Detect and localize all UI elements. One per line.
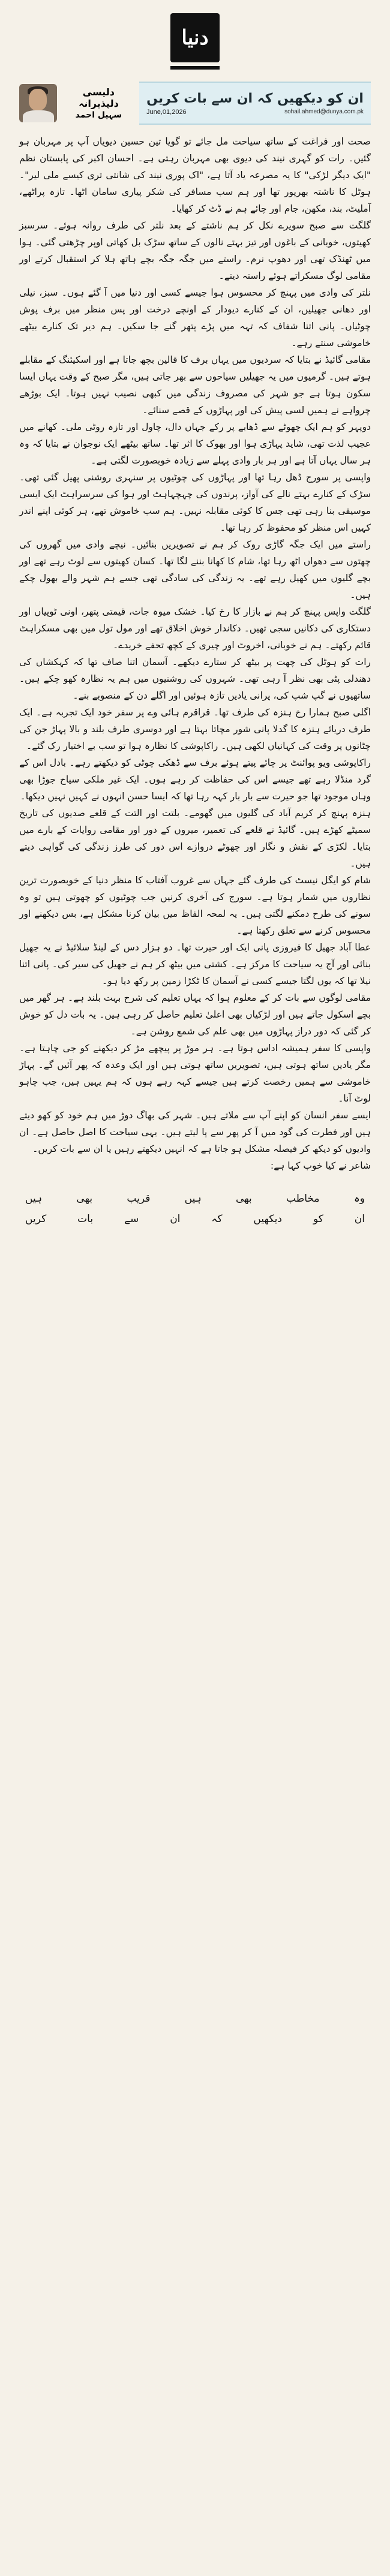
masthead <box>19 13 371 79</box>
poem-word: سے <box>124 1213 139 1225</box>
article-paragraph: اگلی صبح ہمارا رخ ہنزہ کی طرف تھا۔ قراقرم ہائی وے پر سفر خود ایک تجربہ ہے۔ ایک طرف دریائے ہنزہ کا گدلا پانی شور مچاتا بہتا ہے اور دوسری طرف بلند و بالا پہاڑ جن کی چٹانوں پر وقت کی کہانیاں لکھی ہیں۔ راکاپوشی کا نظارہ ہوا تو سب بے اختیار رک گئے۔ <box>19 707 371 751</box>
article-paragraph: راستے میں ایک جگہ گاڑی روک کر ہم نے تصویریں بنائیں۔ نیچے وادی میں گھروں کی چھتوں سے دھواں اٹھ رہا تھا، شام کا کھانا بننے لگا تھا۔ کسان کھیتوں سے لوٹ رہے تھے اور بچے گلیوں میں کھیل رہے تھے۔ یہ زندگی کی سادگی تھی جسے ہم شہر والے بھول چکے ہیں۔ <box>19 539 371 600</box>
poem-line <box>19 1188 371 1209</box>
newspaper-logo: دنیا <box>170 13 220 62</box>
poem-word: مخاطب <box>286 1193 320 1205</box>
poem-word: کو <box>313 1213 323 1225</box>
poem-word: دیکھیں <box>253 1213 282 1225</box>
author-email: sohail.ahmed@dunya.com.pk <box>284 108 364 115</box>
poem-word: ہیں <box>184 1193 202 1205</box>
article-paragraph: مقامی گائیڈ نے بتایا کہ سردیوں میں یہاں برف کا قالین بچھ جاتا ہے اور اسکیئنگ کے مقابلے ہوتے ہیں۔ گرمیوں میں یہ جھیلیں سیاحوں سے بھر جاتی ہیں، مگر صبح کے وقت یہاں ایسا سکون ہوتا ہے جو شہر کی مصروف زندگی میں کبھی نصیب نہیں ہوتا۔ ایک بوڑھے چرواہے نے ہمیں لسی پیش کی اور پہاڑوں کے قصے سنائے۔ <box>19 354 371 416</box>
logo-underline <box>170 66 220 70</box>
poem-word: بھی <box>76 1193 93 1205</box>
article-paragraph: ایسے سفر انسان کو اپنے آپ سے ملاتے ہیں۔ شہر کی بھاگ دوڑ میں ہم خود کو کھو دیتے ہیں اور فطرت کی گود میں آ کر پھر سے پا لیتے ہیں۔ یہی سیاحت کا اصل حاصل ہے۔ ان وادیوں کو دیکھ کر فیصلہ مشکل ہو جاتا ہے کہ انہیں دیکھتے رہیں یا ان سے بات کریں۔ <box>19 1110 371 1154</box>
poem-line <box>19 1209 371 1229</box>
author-info <box>62 86 136 120</box>
poem-word: ان <box>170 1213 181 1225</box>
poem-word: قریب <box>127 1193 151 1205</box>
article-paragraph: نلتر کی وادی میں پہنچ کر محسوس ہوا جیسے کسی اور دنیا میں آ گئے ہوں۔ سبز، نیلی اور دھانی جھیلیں، ان کے کنارے دیودار کے اونچے درخت اور پس منظر میں برف پوش چوٹیاں۔ پانی اتنا شفاف کہ تہہ میں پڑے پتھر گنے جا سکیں۔ ہم دیر تک کنارے بیٹھے خاموشی سنتے رہے۔ <box>19 287 371 348</box>
article-paragraph: راکاپوشی ویو پوائنٹ پر چائے پیتے ہوئے برف سے ڈھکی چوٹی کو دیکھتے رہے۔ بادل اس کے گرد منڈلا رہے تھے جیسے اس کی حفاظت کر رہے ہوں۔ ایک غیر ملکی سیاح جوڑا بھی وہاں موجود تھا جو حیرت سے بار بار کہہ رہا تھا کہ ایسا حسن انہوں نے کہیں نہیں دیکھا۔ <box>19 757 371 802</box>
title-box <box>139 82 371 125</box>
title-meta <box>146 109 364 116</box>
article-paragraph: گلگت سے صبح سویرے نکل کر ہم ناشتے کے بعد نلتر کی طرف روانہ ہوئے۔ سرسبز کھیتوں، خوبانی کے باغوں اور تیز بہتے نالوں کے ساتھ سڑک بل کھاتی اوپر چڑھتی گئی۔ ہوا میں ٹھنڈک تھی اور دھوپ نرم۔ راستے میں جگہ جگہ بچے ہاتھ ہلا کر استقبال کرتے اور مقامی لوگ مسکراتے ہوئے راستہ دیتے۔ <box>19 220 371 281</box>
article-paragraph: ہنزہ پہنچ کر کریم آباد کی گلیوں میں گھومے۔ بلتت اور التت کے قلعے صدیوں کی تاریخ سمیٹے کھڑے ہیں۔ گائیڈ نے قلعے کی تعمیر، میروں کے دور اور مقامی روایات کے بارے میں بتایا۔ لکڑی کے نقش و نگار اور چھوٹے دروازے اس دور کی طرز زندگی کی گواہی دیتے ہیں۔ <box>19 808 371 869</box>
column-name: دلیسی دلپذیرانہ <box>78 86 119 109</box>
article-paragraph: شاعر نے کیا خوب کہا ہے: <box>270 1160 371 1171</box>
article-title: ان کو دیکھیں کہ ان سے بات کریں <box>146 91 364 106</box>
article-paragraph: شام کو ایگل نیسٹ کی طرف گئے جہاں سے غروب آفتاب کا منظر دنیا کے خوبصورت ترین نظاروں میں شمار ہوتا ہے۔ سورج کی آخری کرنیں جب چوٹیوں کو چھوتی ہیں تو وہ سونے کی طرح دمکنے لگتی ہیں۔ یہ لمحہ الفاظ میں بیان کرنا مشکل ہے، بس دیکھنے اور محسوس کرنے سے تعلق رکھتا ہے۔ <box>19 875 371 936</box>
article-paragraph: رات کو ہوٹل کی چھت پر بیٹھ کر ستارے دیکھے۔ آسمان اتنا صاف تھا کہ کہکشاں کی دھندلی پٹی بھی نظر آ رہی تھی۔ شہروں کی روشنیوں میں ہم یہ نظارہ کھو چکے ہیں۔ ساتھیوں نے گپ شپ کی، پرانی یادیں تازہ ہوئیں اور اگلے دن کے منصوبے بنے۔ <box>19 657 371 701</box>
article-paragraph: گلگت واپس پہنچ کر ہم نے بازار کا رخ کیا۔ خشک میوہ جات، قیمتی پتھر، اونی ٹوپیاں اور دستکاری کی دکانیں سجی تھیں۔ دکاندار خوش اخلاق تھے اور مول تول میں بھی مسکراہٹ قائم رکھتے۔ ہم نے خوبانی، اخروٹ اور چیری کے کچھ تحفے خریدے۔ <box>19 606 371 651</box>
article-paragraph: عطا آباد جھیل کا فیروزی پانی ایک اور حیرت تھا۔ دو ہزار دس کے لینڈ سلائیڈ نے یہ جھیل بنائی اور آج یہ سیاحت کا مرکز ہے۔ کشتی میں بیٹھ کر ہم نے جھیل کی سیر کی۔ پانی اتنا نیلا تھا کہ یوں لگتا جیسے کسی نے آسمان کا ٹکڑا زمین پر رکھ دیا ہو۔ <box>19 942 371 986</box>
poem-word: ان <box>354 1213 365 1225</box>
article-paragraph: واپسی کا سفر ہمیشہ اداس ہوتا ہے۔ ہر موڑ پر پیچھے مڑ کر دیکھنے کو جی چاہتا ہے۔ مگر یادیں ساتھ ہوتی ہیں، تصویریں ساتھ ہوتی ہیں اور ایک وعدہ کہ پھر آئیں گے۔ پہاڑ خاموشی سے ہمیں رخصت کرتے ہیں جیسے کہہ رہے ہوں کہ ہم یہیں ہیں، جب چاہو لوٹ آنا۔ <box>19 1043 371 1104</box>
poem-word: کہ <box>211 1213 223 1225</box>
author-block <box>19 82 139 125</box>
publish-date: June,01,2026 <box>146 108 187 116</box>
article-paragraph: مقامی لوگوں سے بات کر کے معلوم ہوا کہ یہاں تعلیم کی شرح بہت بلند ہے۔ ہر گھر میں بچے اسکول جاتے ہیں اور لڑکیاں بھی اعلیٰ تعلیم حاصل کر رہی ہیں۔ یہ بات دل کو خوش کر گئی کہ دور دراز پہاڑوں میں بھی علم کی شمع روشن ہے۔ <box>19 992 371 1037</box>
column-header <box>19 82 371 125</box>
closing-poem <box>19 1188 371 1229</box>
article-body <box>19 133 371 1174</box>
poem-word: وہ <box>353 1193 365 1205</box>
author-photo <box>19 84 57 122</box>
poem-word: ہیں <box>25 1193 43 1205</box>
poem-word: بات <box>77 1213 94 1225</box>
poem-word: بھی <box>236 1193 252 1205</box>
article-paragraph: صحت اور فراغت کے ساتھ سیاحت مل جائے تو گویا تین حسین دیویاں آپ پر مہربان ہو گئیں۔ رات کو گہری نیند کی دیوی بھی مہربان رہتی ہے۔ احسان اکبر کی پابستان نظم "ایک دیگر لڑکی" کا یہ مصرعہ یاد آتا ہے، "اک پوری نیند کی شانتی تری کیسے ملی لیر"۔ ہوٹل کا ناشتہ بھرپور تھا اور ہم سب مسافر کی شکر پیاری سامان اٹھا۔ تازہ پراٹھے، آملیٹ، بند، مکھن، جام اور چائے ہم نے ڈٹ کر کھایا۔ <box>19 136 371 214</box>
article-paragraph: دوپہر کو ہم ایک چھوٹے سے ڈھابے پر رکے جہاں دال، چاول اور تازہ روٹی ملی۔ کھانے میں عجیب لذت تھی، شاید پہاڑی ہوا اور بھوک کا اثر تھا۔ ساتھ بیٹھے ایک نوجوان نے بتایا کہ وہ ہر سال یہاں آتا ہے اور ہر بار وادی پہلے سے زیادہ خوبصورت لگتی ہے۔ <box>19 422 371 466</box>
article-paragraph: واپسی پر سورج ڈھل رہا تھا اور پہاڑوں کی چوٹیوں پر سنہری روشنی پھیل گئی تھی۔ سڑک کے کنارے بہتے نالے کی آواز، پرندوں کی چہچہاہٹ اور ہوا کی سرسراہٹ ایک ایسی موسیقی بنا رہی تھی جس کا کوئی مقابلہ نہیں۔ ہم سب خاموش تھے، ہر کوئی اپنے اندر کہیں اس منظر کو محفوظ کر رہا تھا۔ <box>19 472 371 533</box>
author-name: سہیل احمد <box>75 110 122 121</box>
poem-word: کریں <box>25 1213 47 1225</box>
